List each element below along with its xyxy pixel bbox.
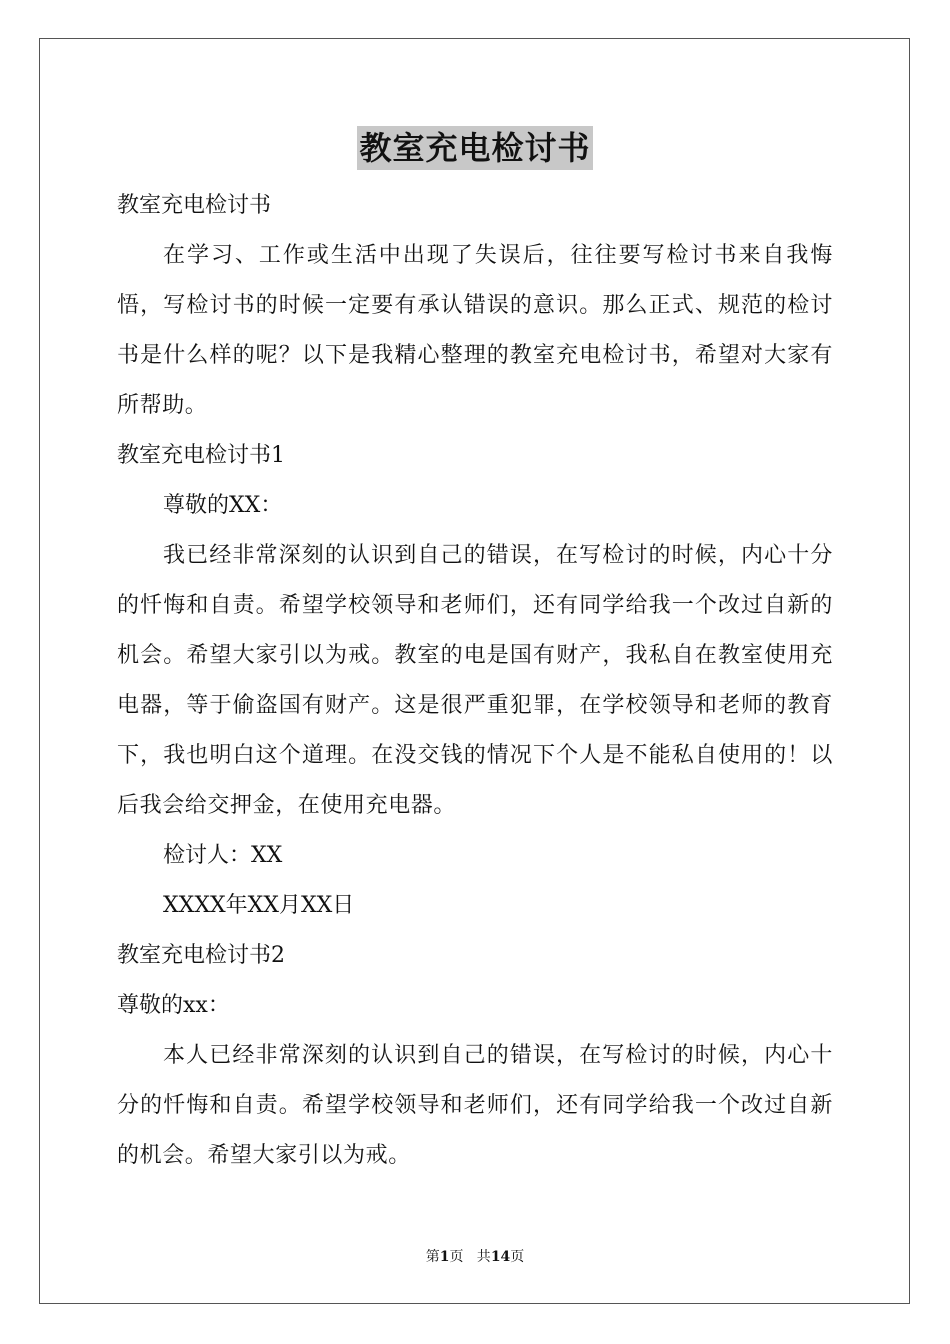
footer-current-page: 1 bbox=[439, 1249, 450, 1265]
body-paragraph-2: 本人已经非常深刻的认识到自己的错误，在写检讨的时候，内心十分的忏悔和自责。希望学校领导和老师们，还有同学给我一个改过自新的机会。希望大家引以为戒。 bbox=[117, 1043, 833, 1168]
salutation-1: 尊敬的XX： bbox=[163, 493, 283, 518]
page-footer bbox=[0, 1246, 950, 1266]
document-body bbox=[117, 126, 833, 1181]
section-heading-1: 教室充电检讨书1 bbox=[117, 443, 285, 468]
body-paragraph-1: 我已经非常深刻的认识到自己的错误，在写检讨的时候，内心十分的忏悔和自责。希望学校领导和老师们，还有同学给我一个改过自新的机会。希望大家引以为戒。教室的电是国有财产，我私自在教室使用充电器，等于偷盗国有财产。这是很严重犯罪，在学校领导和老师的教育下，我也明白这个道理。在没交钱的情况下个人是不能私自使用的！以后我会给交押金，在使用充电器。 bbox=[117, 543, 833, 818]
intro-paragraph: 在学习、工作或生活中出现了失误后，往往要写检讨书来自我悔悟，写检讨书的时候一定要有承认错误的意识。那么正式、规范的检讨书是什么样的呢？以下是我精心整理的教室充电检讨书，希望对大家有所帮助。 bbox=[117, 243, 833, 418]
salutation-2: 尊敬的xx： bbox=[117, 993, 230, 1018]
document-title: 教室充电检讨书 bbox=[357, 126, 592, 170]
footer-prefix: 第 bbox=[425, 1249, 440, 1265]
footer-total-pages: 14 bbox=[490, 1249, 511, 1265]
footer-middle: 页 共 bbox=[449, 1249, 491, 1265]
title-container bbox=[117, 126, 833, 176]
signature-line: 检讨人：XX bbox=[163, 843, 283, 868]
section-heading-2: 教室充电检讨书2 bbox=[117, 943, 285, 968]
footer-suffix: 页 bbox=[510, 1249, 525, 1265]
date-line: XXXX年XX月XX日 bbox=[163, 893, 355, 918]
subtitle-line: 教室充电检讨书 bbox=[117, 193, 272, 218]
